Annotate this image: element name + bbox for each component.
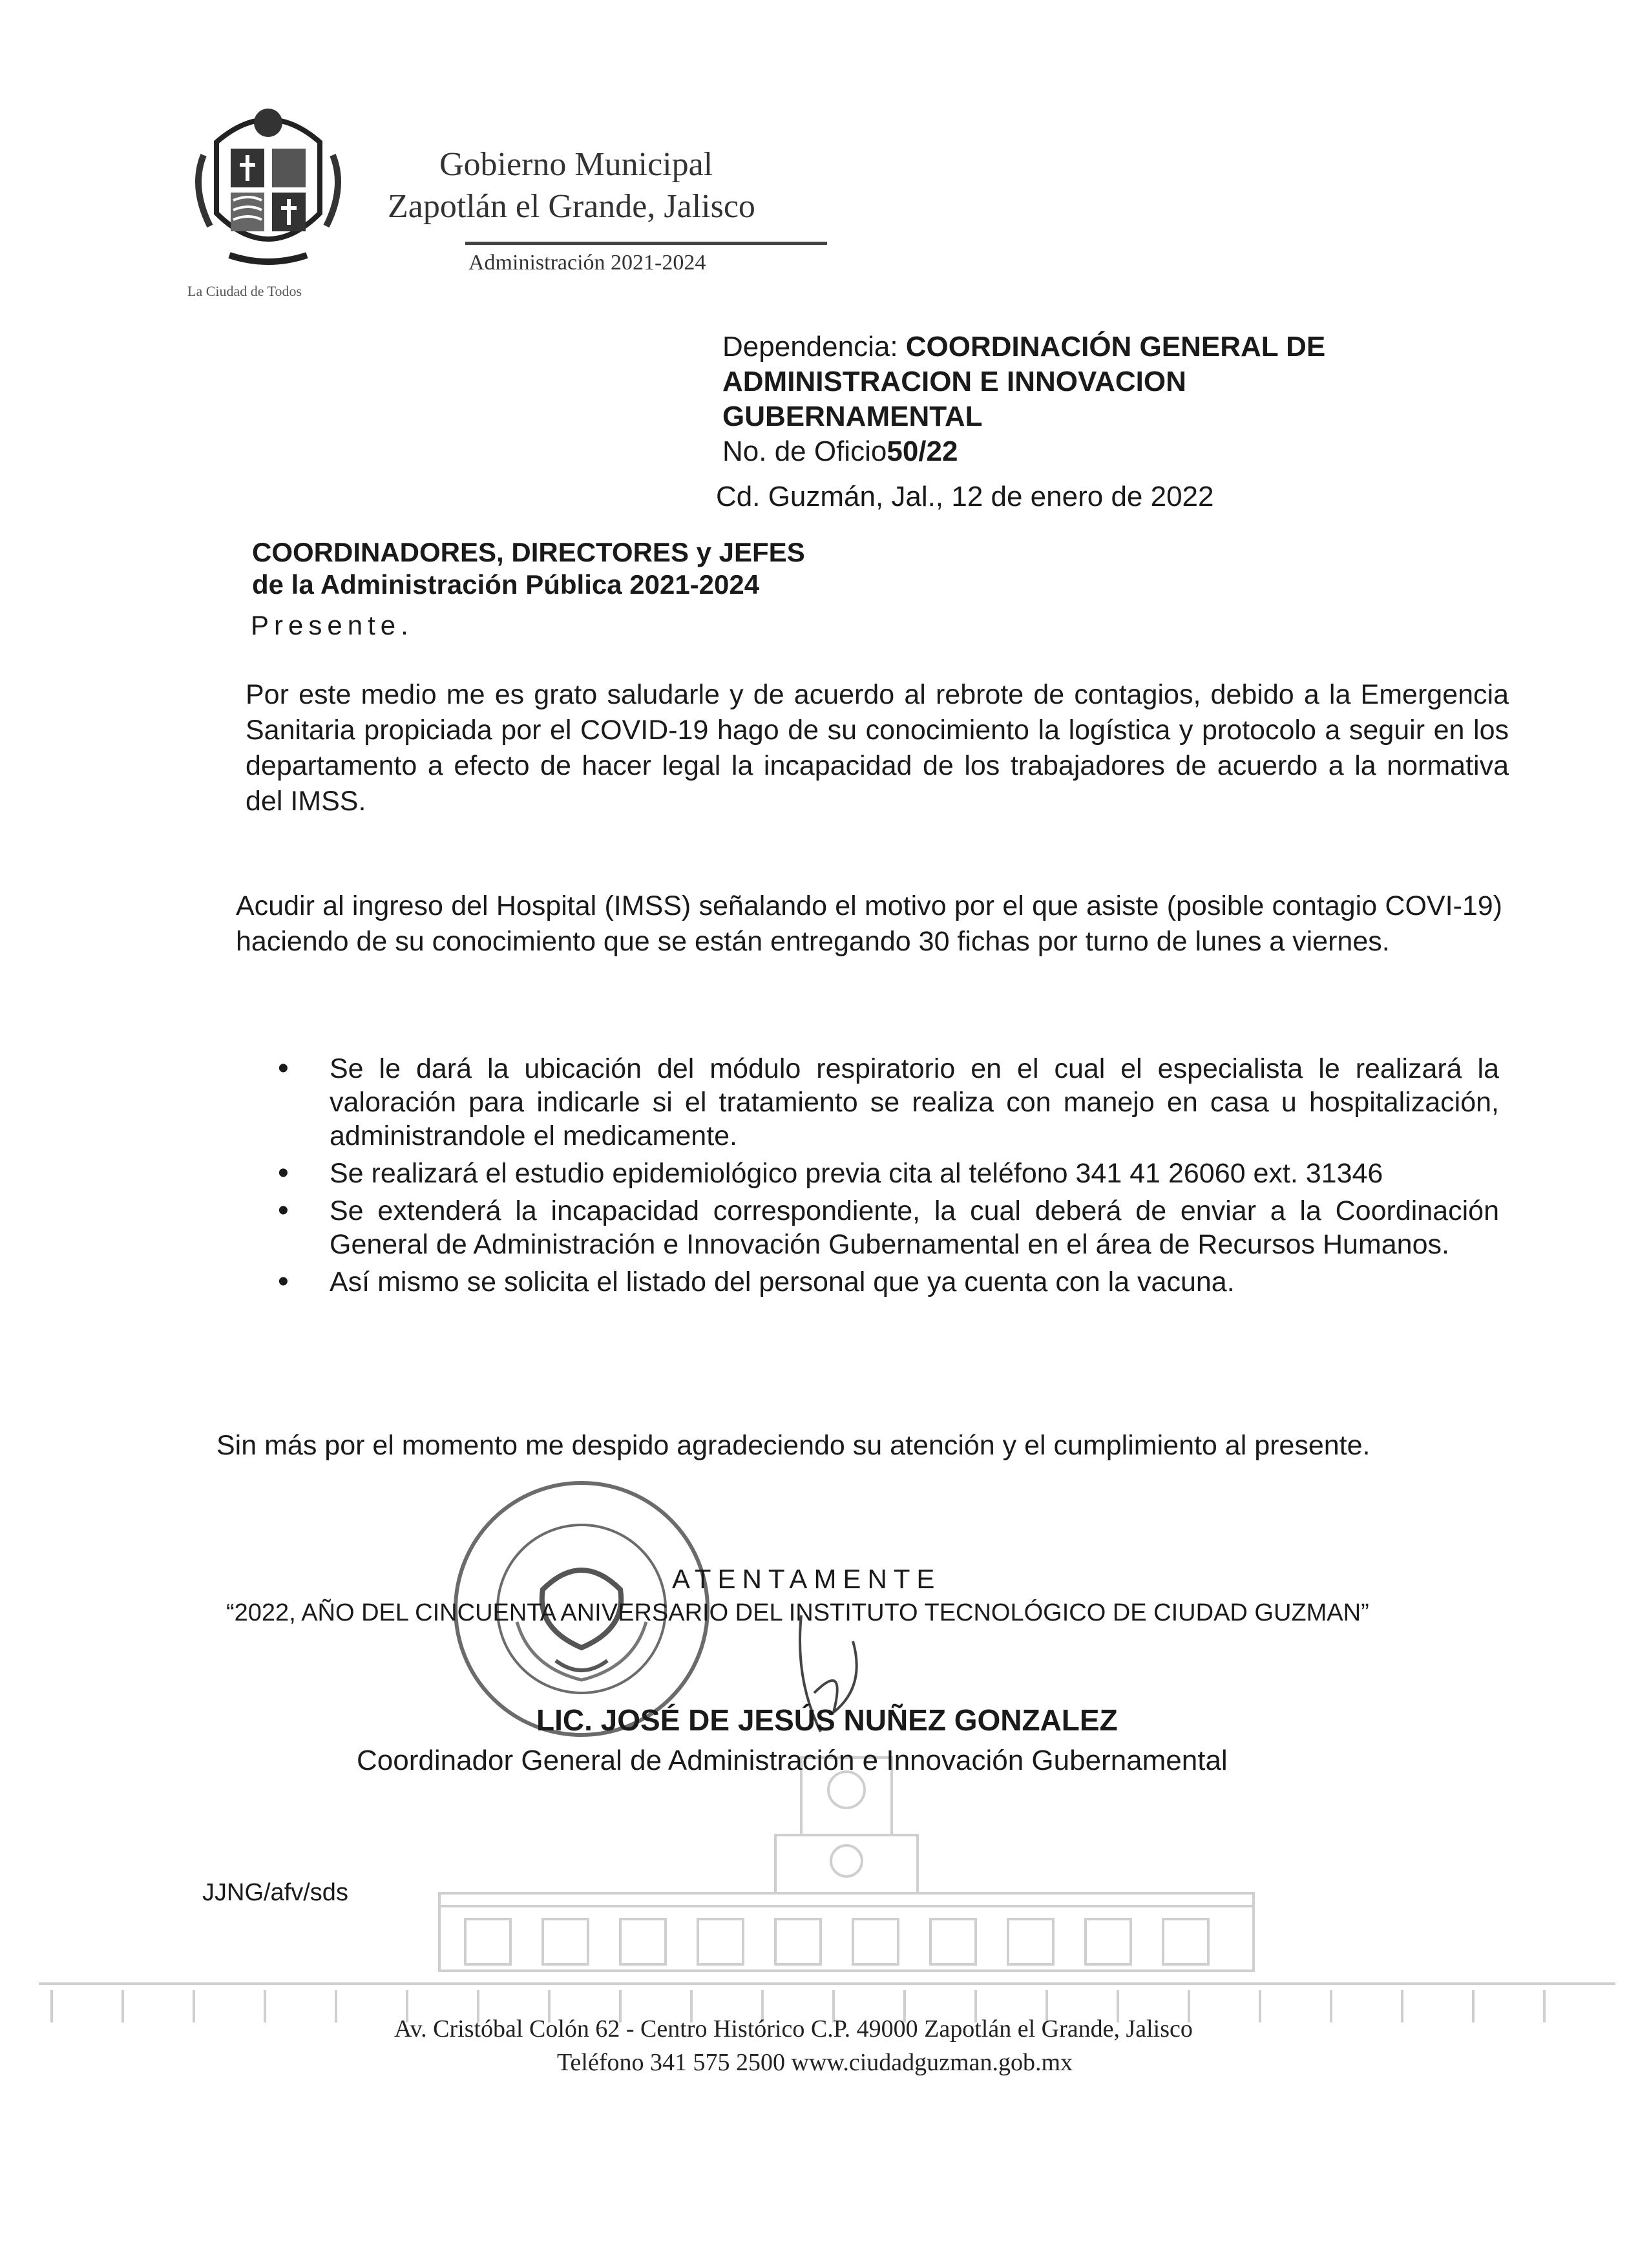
list-item: • Así mismo se solicita el listado del personal que ya cuenta con la vacuna.	[278, 1265, 1499, 1299]
dependency-block	[722, 330, 1433, 469]
presente: Presente.	[251, 610, 414, 640]
list-item: • Se extenderá la incapacidad correspondiente, la cual deberá de enviar a la Coordinación General de Administración e Innovación Gubernamental en el área de Recursos Humanos.	[278, 1194, 1499, 1261]
city-date: Cd. Guzmán, Jal., 12 de enero de 2022	[716, 481, 1214, 512]
protocol-list	[278, 1052, 1499, 1303]
list-item: • Se realizará el estudio epidemiológico previa cita al teléfono 341 41 26060 ext. 31346	[278, 1157, 1499, 1190]
closing-paragraph: Sin más por el momento me despido agradeciendo su atención y el cumplimiento al presente.	[216, 1430, 1371, 1461]
addressee-line2: de la Administración Pública 2021-2024	[252, 569, 760, 600]
list-item: • Se le dará la ubicación del módulo respiratorio en el cual el especialista le realizará la valoración para indicarle si el tratamiento se realiza con manejo en casa u hospitalización, administrandole el medicamente.	[278, 1052, 1499, 1153]
institutional-motto: “2022, AÑO DEL CINCUENTA ANIVERSARIO DEL INSTITUTO TECNOLÓGICO DE CIUDAD GUZMAN”	[226, 1599, 1369, 1626]
dependency-label: Dependencia:	[722, 331, 906, 362]
letterhead-rule	[465, 242, 827, 245]
administration-period: Administración 2021-2024	[468, 251, 706, 275]
body-paragraph-2: Acudir al ingreso del Hospital (IMSS) señalando el motivo por el que asiste (posible contagio COVI-19) haciendo de su conocimiento que se están entregando 30 fichas por turno de lunes a viernes.	[236, 890, 1502, 957]
addressee-line1: COORDINADORES, DIRECTORES y JEFES	[252, 537, 805, 567]
oficio-label: No. de Oficio	[722, 436, 887, 467]
signer-title: Coordinador General de Administración e Innovación Gubernamental	[357, 1745, 1228, 1776]
footer-contact: Teléfono 341 575 2500 www.ciudadguzman.gob.mx	[557, 2049, 1073, 2076]
reference-initials: JJNG/afv/sds	[202, 1879, 348, 1906]
dependency-name: COORDINACIÓN GENERAL DE ADMINISTRACION E INNOVACION GUBERNAMENTAL	[722, 331, 1326, 432]
body-paragraph-1: Por este medio me es grato saludarle y de acuerdo al rebrote de contagios, debido a la Emergencia Sanitaria propiciada por el COVID-19 hago de su conocimiento la logística y protocolo a seguir en los departamento a efecto de hacer legal la incapacidad de los trabajadores de acuerdo a la normativa del IMSS.	[246, 679, 1509, 817]
oficio-number: 50/22	[887, 436, 958, 467]
addressee	[252, 536, 805, 601]
crest-motto: La Ciudad de Todos	[187, 283, 302, 299]
footer-address: Av. Cristóbal Colón 62 - Centro Histórico C.P. 49000 Zapotlán el Grande, Jalisco	[394, 2015, 1193, 2042]
government-name: Gobierno Municipal	[439, 146, 713, 183]
municipal-crest-logo	[191, 103, 346, 278]
signer-name: LIC. JOSÉ DE JESÚS NUÑEZ GONZALEZ	[536, 1703, 1118, 1737]
municipality-name: Zapotlán el Grande, Jalisco	[388, 188, 755, 225]
atentamente: ATENTAMENTE	[672, 1564, 941, 1594]
